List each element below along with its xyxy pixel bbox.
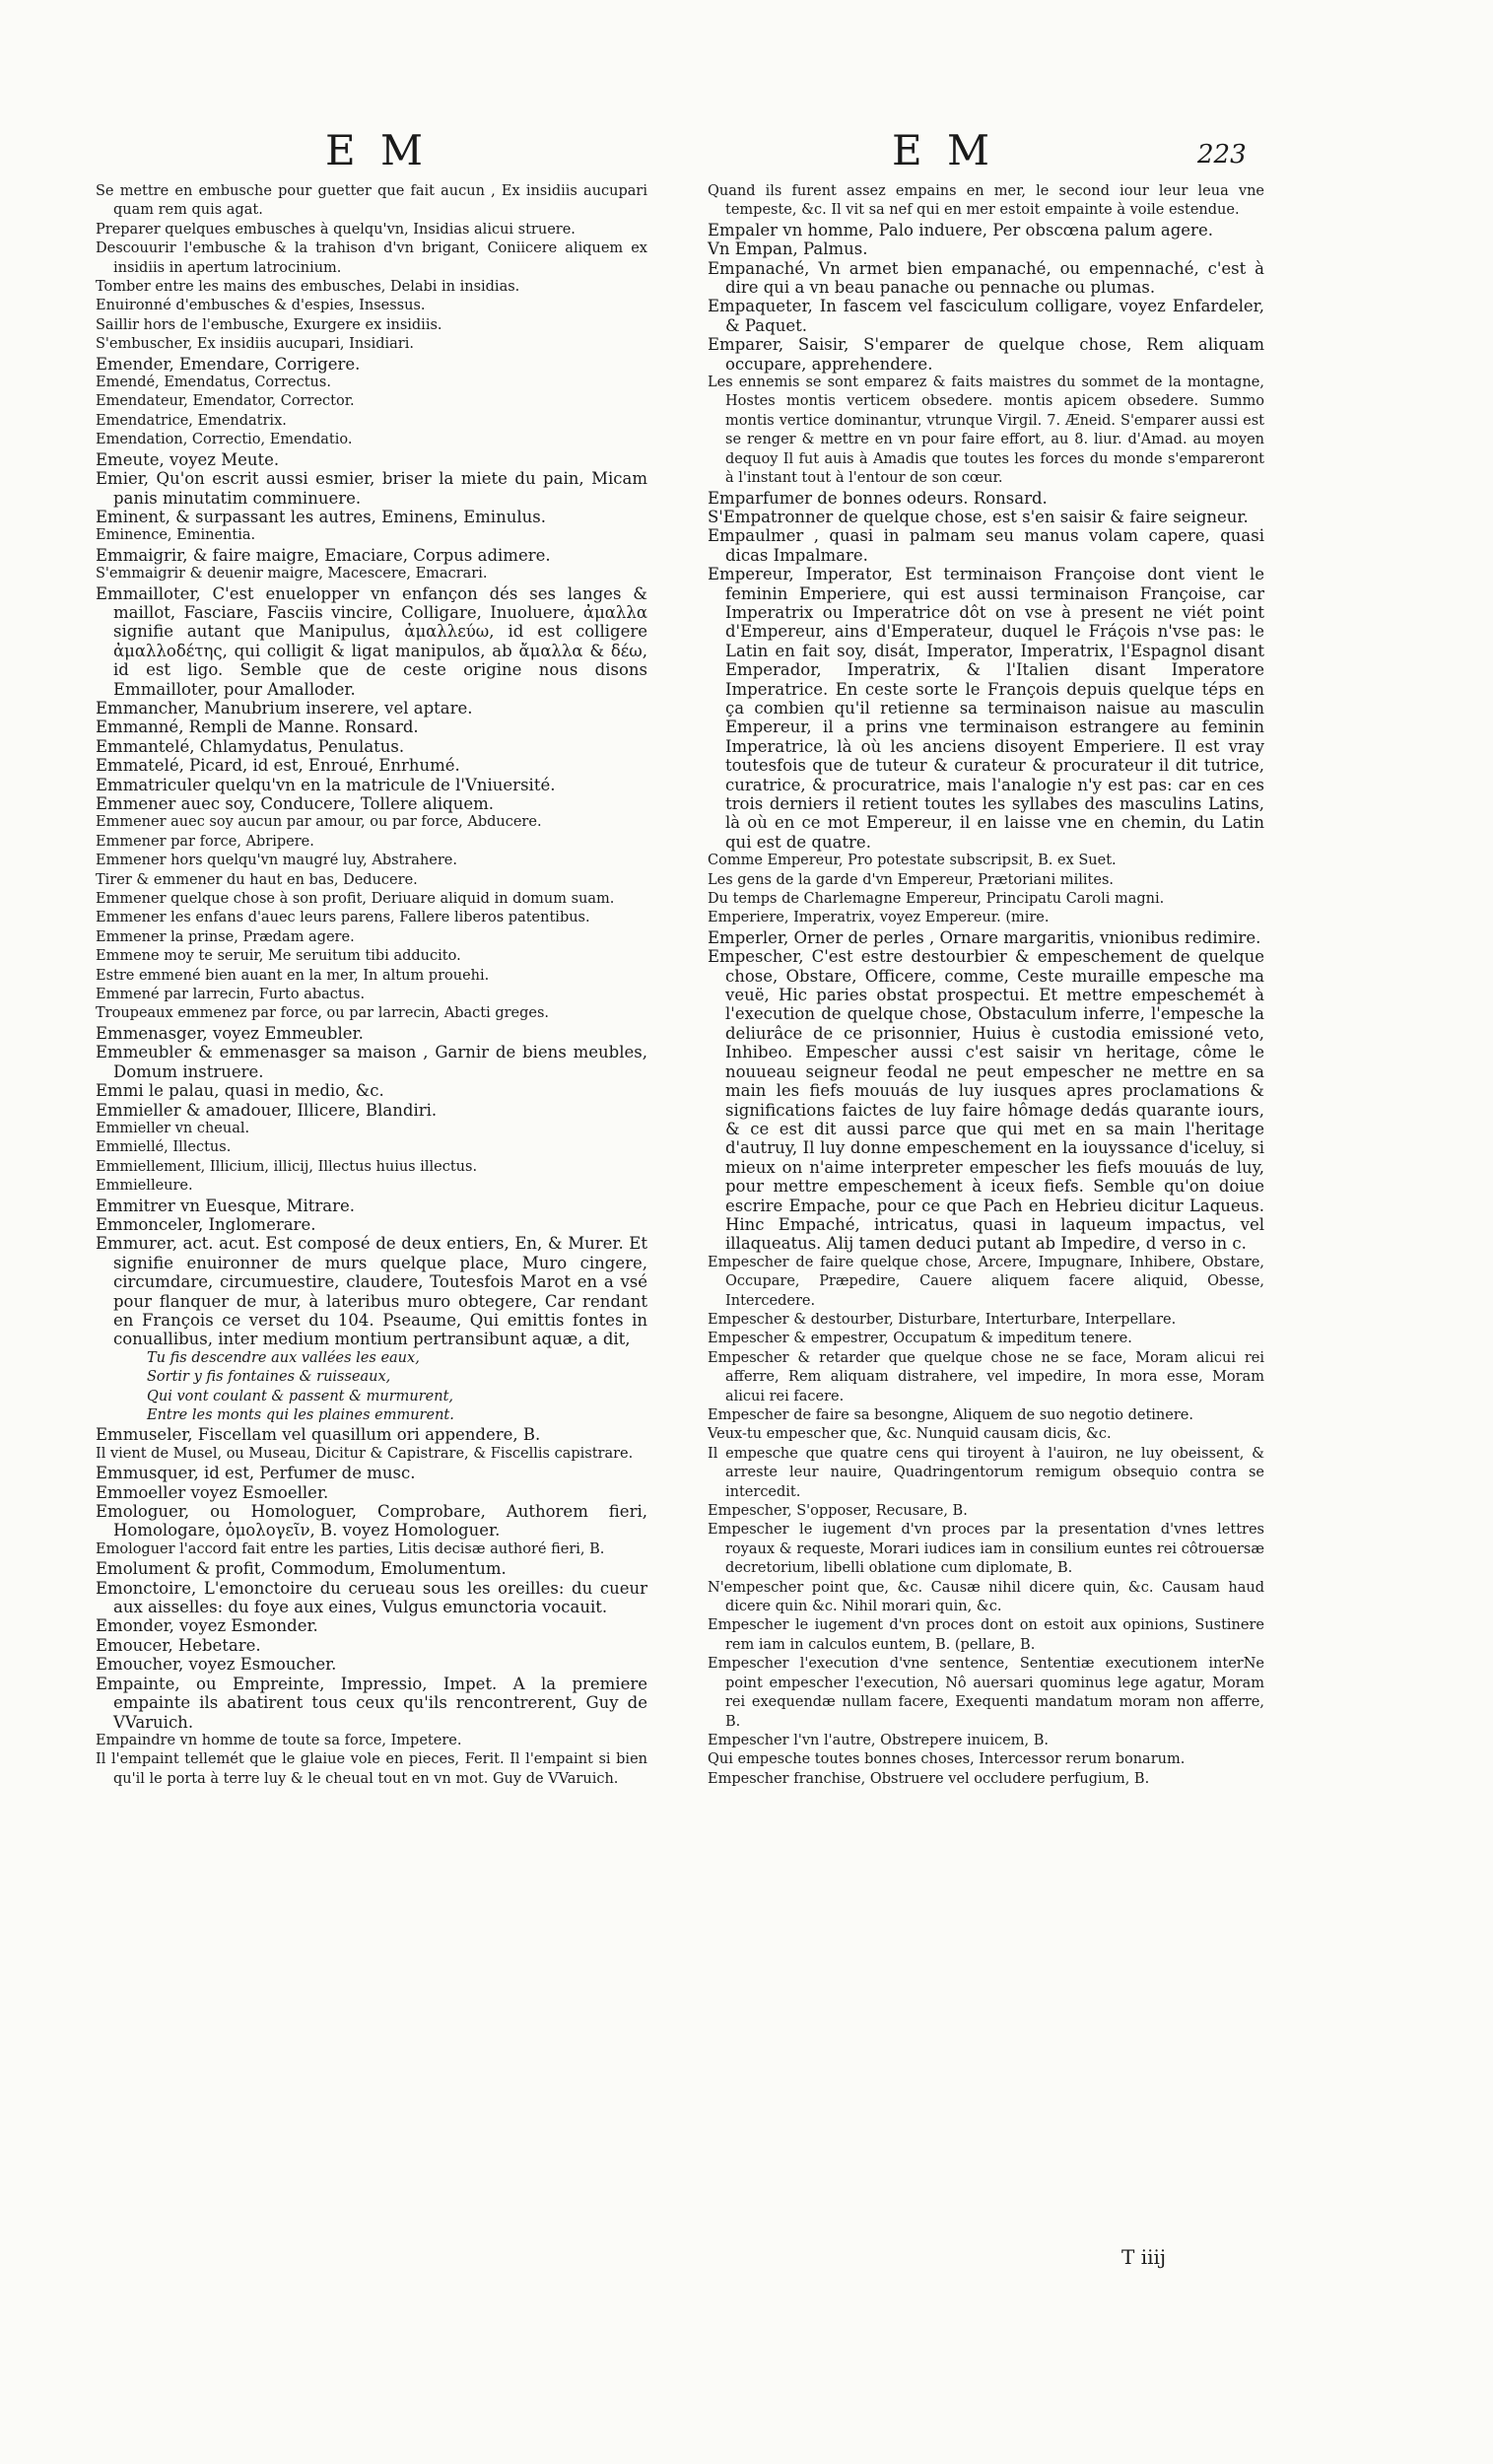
entry: Emmieller vn cheual.: [96, 1120, 250, 1136]
entry: Empescher de faire sa besongne, Aliquem de suo negotio detinere.: [708, 1407, 1193, 1423]
entry: Empescher, C'est estre destourbier & empeschement de quelque chose, Obstare, Officere, comme, Ceste muraille empesche ma veuë, Hic paries obstat prospectui. Et mettre empeschemét à l'execution de quelque chose, Obstaculum inferre, l'empesche la deliurâce de ce prisonnier, Huius è custodia emissioné veto, Inhibeo. Empescher aussi c'est saisir vn heritage, côme le nouueau seigneur feodal ne peut empescher ne mettre en sa main les fiefs mouuás de luy iusques apres proclamations & significations faictes de luy faire hômage dedás quarante iours, & ce est dit aussi parce que qui met en sa main l'heritage d'autruy, Il luy donne empeschement en la iouyssance d'iceluy, si mieux on n'aime interpreter empescher les fiefs mouuás de luy, pour mettre empeschement à iceux fiefs. Semble qu'on doiue escrire Empache, pour ce que Pach en Hebrieu dicitur Laqueus. Hinc Empaché, intricatus, quasi in laqueum impactus, vel illaqueatus. Alij tamen deduci putant ab Impedire, d verso in c.: [708, 947, 1264, 1254]
entry: Emmusquer, id est, Perfumer de musc.: [96, 1464, 416, 1483]
entry: S'Empatronner de quelque chose, est s'en saisir & faire seigneur.: [708, 507, 1249, 526]
entry: Les ennemis se sont emparez & faits maistres du sommet de la montagne, Hostes montis verticem obsedere. montis apicem obsedere. Summo montis vertice dominantur, vtrunque Virgil. 7. Æneid. S'emparer aussi est se renger & mettre en vn pour faire effort, au 8. liur. d'Amad. au moyen dequoy Il fut auis à Amadis que toutes les forces du monde s'empareront à l'instant tout à l'entour de son cœur.: [708, 375, 1264, 487]
entry: Il empesche que quatre cens qui tiroyent à l'auiron, ne luy obeissent, & arreste leur nauire, Quadringentorum remigum obsequio contra se intercedit.: [708, 1445, 1264, 1500]
entry: Emparer, Saisir, S'emparer de quelque chose, Rem aliquam occupare, apprehendere.: [708, 335, 1264, 374]
entry: Emmailloter, C'est enuelopper vn enfançon dés ses langes & maillot, Fasciare, Fasciis vincire, Colligare, Inuoluere, ἀμαλλα signifie autant que Manipulus, ἀμαλλεύω, id est colligere ἀμαλλοδέτης, qui colligit & ligat manipulos, ab ἄμαλλα & δέω, id est ligo. Semble que de ceste origine nous disons Emmailloter, pour Amalloder.: [96, 583, 647, 699]
entry: Tomber entre les mains des embusches, Delabi in insidias.: [96, 279, 520, 296]
entry: Vn Empan, Palmus.: [708, 240, 868, 259]
entry: Emologuer l'accord fait entre les parties, Litis decisæ authoré fieri, B.: [96, 1540, 605, 1557]
entry: Emmoeller voyez Esmoeller.: [96, 1482, 329, 1502]
entry: Troupeaux emmenez par force, ou par larrecin, Abacti greges.: [96, 1005, 550, 1022]
entry: Quand ils furent assez empains en mer, le second iour leur leua vne tempeste, &c. Il vit sa nef qui en mer estoit empainte à voile estendue.: [708, 183, 1264, 219]
entry: Empescher & retarder que quelque chose ne se face, Moram alicui rei afferre, Rem aliquam distrahere, vel impedire, In mora esse, Moram alicui rei facere.: [708, 1349, 1264, 1404]
entry: Eminence, Eminentia.: [96, 527, 256, 544]
entry: Emmener par force, Abripere.: [96, 833, 314, 850]
entry: Emolument & profit, Commodum, Emolumentum.: [96, 1559, 507, 1579]
entry: Emmi le palau, quasi in medio, &c.: [96, 1081, 384, 1101]
entry: Se mettre en embusche pour guetter que fait aucun , Ex insidiis aucupari quam rem quis agat.: [96, 183, 647, 219]
verse-line: Tu fis descendre aux vallées les eaux,: [147, 1349, 420, 1366]
entry: Emmuseler, Fiscellam vel quasillum ori appendere, B.: [96, 1425, 541, 1445]
entry: Emmener auec soy aucun par amour, ou par force, Abducere.: [96, 814, 542, 831]
entry: Emmener la prinse, Prædam agere.: [96, 928, 355, 945]
entry: Tirer & emmener du haut en bas, Deducere.: [96, 871, 418, 888]
entry: Emmonceler, Inglomerare.: [96, 1214, 316, 1234]
entry: Emonctoire, L'emonctoire du cerueau sous les oreilles: du cueur aux aisselles: du foye aux eines, Vulgus emunctoria vocauit.: [96, 1578, 647, 1617]
entry: Emperler, Orner de perles , Ornare margaritis, vnionibus redimire.: [708, 927, 1261, 947]
entry: Emeute, voyez Meute.: [96, 449, 280, 469]
entry: Eminent, & surpassant les autres, Eminens, Eminulus.: [96, 507, 546, 526]
entry: Empaulmer , quasi in palmam seu manus volam capere, quasi dicas Impalmare.: [708, 526, 1264, 565]
entry: Comme Empereur, Pro potestate subscripsit, B. ex Suet.: [708, 853, 1117, 869]
entry: Empescher & destourber, Disturbare, Interturbare, Interpellare.: [708, 1311, 1177, 1328]
entry: Emmiellement, Illicium, illicij, Illectus huius illectus.: [96, 1158, 478, 1175]
entry: Emmener quelque chose à son profit, Deriuare aliquid in domum suam.: [96, 891, 615, 908]
entry: S'embuscher, Ex insidiis aucupari, Insidiari.: [96, 336, 414, 353]
entry: Preparer quelques embusches à quelqu'vn, Insidias alicui struere.: [96, 221, 576, 238]
page-header: [0, 126, 1493, 185]
entry: Emmeubler & emmenasger sa maison , Garnir de biens meubles, Domum instruere.: [96, 1043, 647, 1081]
verse-line: Qui vont coulant & passent & murmurent,: [147, 1388, 454, 1404]
entry: Emmurer, act. acut. Est composé de deux entiers, En, & Murer. Et signifie enuironner de murs quelque place, Muro cingere, circumdare, circumuestire, claudere, Toutesfois Marot en a vsé pour flanquer de mur, à lateribus muro obtegere, Car rendant en François ce verset du 104. Pseaume, Qui emittis fontes in conuallibus, inter medium montium pertransibunt aquæ, a dit,: [96, 1234, 647, 1349]
verse-line: Sortir y fis fontaines & ruisseaux,: [147, 1369, 391, 1386]
entry: Veux-tu empescher que, &c. Nunquid causam dicis, &c.: [708, 1426, 1112, 1443]
entry: Empanaché, Vn armet bien empanaché, ou empennaché, c'est à dire qui a vn beau panache ou pennache ou plumas.: [708, 258, 1264, 298]
left-column: [96, 182, 647, 1789]
entry: Emendation, Correctio, Emendatio.: [96, 432, 353, 448]
entry: Empaler vn homme, Palo induere, Per obscœna palum agere.: [708, 220, 1213, 240]
entry: Descouurir l'embusche & la trahison d'vn brigant, Coniicere aliquem ex insidiis in apertum latrocinium.: [96, 240, 647, 276]
entry: Emonder, voyez Esmonder.: [96, 1616, 318, 1636]
entry: Saillir hors de l'embusche, Exurgere ex insidiis.: [96, 316, 442, 333]
entry: Il l'empaint tellemét que le glaiue vole en pieces, Ferit. Il l'empaint si bien qu'il le porta à terre luy & le cheual tout en vn mot. Guy de VVaruich.: [96, 1751, 647, 1787]
entry: Emmener hors quelqu'vn maugré luy, Abstrahere.: [96, 853, 457, 869]
entry: Emmené par larrecin, Furto abactus.: [96, 987, 366, 1003]
entry: Emendatrice, Emendatrix.: [96, 412, 287, 429]
entry: Emmaigrir, & faire maigre, Emaciare, Corpus adimere.: [96, 545, 551, 565]
entry: Emendateur, Emendator, Corrector.: [96, 393, 355, 410]
entry: Emmieller & amadouer, Illicere, Blandiri.: [96, 1100, 438, 1120]
page-number: 223: [1197, 140, 1247, 170]
entry: Emoucer, Hebetare.: [96, 1635, 261, 1655]
entry: Empescher de faire quelque chose, Arcere, Impugnare, Inhibere, Obstare, Occupare, Præpedire, Cauere aliquem facere aliquid, Obesse, Intercedere.: [708, 1254, 1264, 1309]
entry: Emendé, Emendatus, Correctus.: [96, 375, 331, 391]
entry: Empescher l'vn l'autre, Obstrepere inuicem, B.: [708, 1732, 1049, 1748]
entry: Empescher & empestrer, Occupatum & impeditum tenere.: [708, 1331, 1132, 1347]
entry: Emmenasger, voyez Emmeubler.: [96, 1023, 364, 1043]
entry: Empainte, ou Empreinte, Impressio, Impet. A la premiere empainte ils abatirent tous ceux qu'ils rencontrerent, Guy de VVaruich.: [96, 1674, 647, 1732]
signature-mark: T iiij: [1121, 2245, 1167, 2269]
entry: Empescher le iugement d'vn proces dont on estoit aux opinions, Sustinere rem iam in calculos euntem, B. (pellare, B.: [708, 1617, 1264, 1653]
entry: Estre emmené bien auant en la mer, In altum prouehi.: [96, 967, 490, 984]
entry: Emmatriculer quelqu'vn en la matricule de l'Vniuersité.: [96, 775, 556, 794]
running-head-right: E M: [892, 126, 996, 174]
entry: Empescher l'execution d'vne sentence, Sententiæ executionem interNe point empescher l'execution, Nô auersari quominus lege agatur, Moram rei exequendæ nullam facere, Exequenti mandatum moram non afferre, B.: [708, 1656, 1264, 1730]
entry: Il vient de Musel, ou Museau, Dicitur & Capistrare, & Fiscellis capistrare.: [96, 1445, 634, 1462]
entry: Emmancher, Manubrium inserere, vel aptare.: [96, 698, 473, 718]
entry: Qui empesche toutes bonnes choses, Intercessor rerum bonarum.: [708, 1751, 1186, 1768]
entry: Emmantelé, Chlamydatus, Penulatus.: [96, 736, 405, 756]
entry: Enuironné d'embusches & d'espies, Insessus.: [96, 298, 426, 314]
entry: Emmielleure.: [96, 1178, 193, 1195]
entry: Empereur, Imperator, Est terminaison Françoise dont vient le feminin Emperiere, qui est aussi terminaison Françoise, car Imperatrix ou Imperatrice dôt on vse à present ne viét point d'Empereur, ains d'Emperateur, duquel le Fráçois n'vse pas: le Latin en fait soy, disát, Imperator, Imperatrix, l'Espagnol disant Emperador, Imperatrix, & l'Italien disant Imperatore Imperatrice. En ceste sorte le François depuis quelque téps en ça combien qu'il retienne sa terminaison naisue au masculin Empereur, il a prins vne terminaison estrangere au feminin Imperatrice, là où les anciens disoyent Emperiere. Il est vray toutesfois que de tuteur & curateur & procurateur il dit tutrice, curatrice, & procuratrice, mais l'analogie n'y est pas: car en ces trois derniers il retient toutes les syllabes des masculins Latins, là où en ce mot Empereur, il en laisse vne en chemin, du Latin qui est de quatre.: [708, 565, 1264, 852]
entry: Empescher le iugement d'vn proces par la presentation d'vnes lettres royaux & requeste, Morari iudices iam in consilium euntes rei côtrouersæ decretorium, libelli oblatione cum diplomate, B.: [708, 1522, 1264, 1577]
entry: N'empescher point que, &c. Causæ nihil dicere quin, &c. Causam haud dicere quin &c. Nihil morari quin, &c.: [708, 1579, 1264, 1615]
entry: Emperiere, Imperatrix, voyez Empereur. (mire.: [708, 910, 1050, 926]
entry: Emoucher, voyez Esmoucher.: [96, 1655, 337, 1675]
entry: Empescher, S'opposer, Recusare, B.: [708, 1503, 968, 1520]
entry: S'emmaigrir & deuenir maigre, Macescere, Emacrari.: [96, 566, 488, 582]
running-head-left: E M: [325, 126, 430, 174]
entry: Emmener les enfans d'auec leurs parens, Fallere liberos patentibus.: [96, 910, 590, 926]
entry: Empescher franchise, Obstruere vel occludere perfugium, B.: [708, 1770, 1150, 1787]
entry: Emender, Emendare, Corrigere.: [96, 354, 361, 374]
entry: Emmanné, Rempli de Manne. Ronsard.: [96, 718, 419, 737]
entry: Emologuer, ou Homologuer, Comprobare, Authorem fieri, Homologare, ὁμολογεῖν, B. voyez Homologuer.: [96, 1502, 647, 1540]
verse-line: Entre les monts qui les plaines emmurent.: [147, 1407, 454, 1423]
entry: Emmiellé, Illectus.: [96, 1139, 232, 1156]
entry: Emmitrer vn Euesque, Mitrare.: [96, 1196, 355, 1215]
entry: Emparfumer de bonnes odeurs. Ronsard.: [708, 488, 1048, 508]
entry: Emmene moy te seruir, Me seruitum tibi adducito.: [96, 948, 461, 965]
entry: Empaindre vn homme de toute sa force, Impetere.: [96, 1732, 462, 1748]
entry: Emier, Qu'on escrit aussi esmier, briser la miete du pain, Micam panis minutatim comminuere.: [96, 469, 647, 508]
entry: Les gens de la garde d'vn Empereur, Prætoriani milites.: [708, 871, 1115, 888]
right-column: [708, 182, 1264, 1789]
entry: Du temps de Charlemagne Empereur, Principatu Caroli magni.: [708, 891, 1165, 908]
entry: Emmatelé, Picard, id est, Enroué, Enrhumé.: [96, 756, 460, 776]
entry: Empaqueter, In fascem vel fasciculum colligare, voyez Enfardeler, & Paquet.: [708, 297, 1264, 335]
entry: Emmener auec soy, Conducere, Tollere aliquem.: [96, 794, 494, 813]
